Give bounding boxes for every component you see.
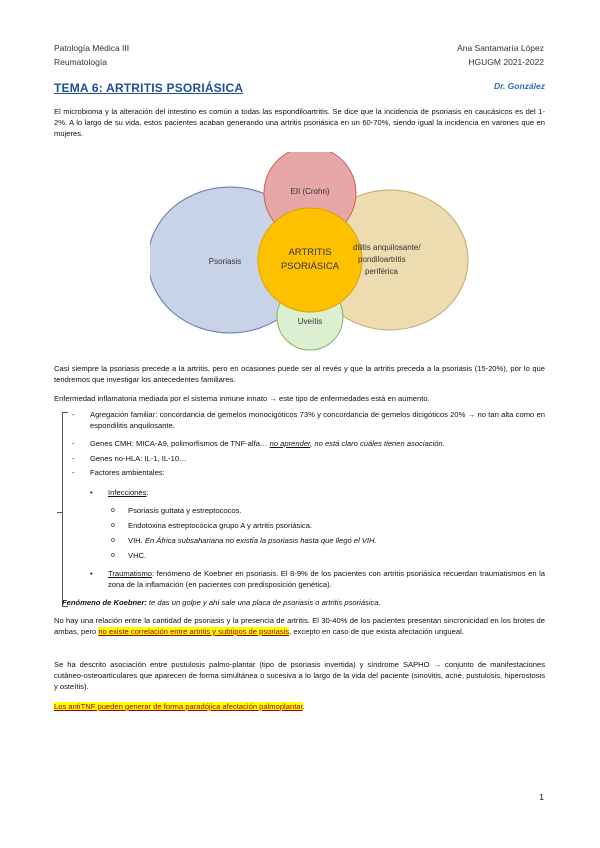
venn-spondylitis-label-2: pondiloartritis [358,255,406,264]
nohla-text: Genes no-HLA: IL-1, IL-10… [90,454,187,463]
venn-psoriasis-label: Psoriasis [208,257,242,266]
cmh-no-aprender: no aprender [269,439,311,448]
hospital-year: HGUGM 2021-2022 [468,57,544,67]
innate-immunity-paragraph: Enfermedad inflamatoria mediada por el sistema inmune innato → este tipo de enfermedades está en aumento. [54,394,430,403]
venn-center-circle [258,208,362,312]
venn-crohn-label: EII (Crohn) [290,187,330,196]
cmh-text: Genes CMH: MICA-A9, polimorfismos de TNF-alfa… [90,439,270,448]
venn-diagram [150,152,470,352]
specialty-name: Reumatología [54,57,107,67]
antitnf-paragraph: Los antiTNF pueden generar de forma paradójica afectación palmoplantar. [54,702,305,711]
venn-center-label-2: PSORIÁSICA [280,261,340,272]
header-right [457,41,544,69]
vih-note: En África subsahariana no existía la psoriasis hasta que llegó el VIH. [144,536,377,545]
antecedentes-paragraph: Casi siempre la psoriasis precede a la artritis, pero en ocasiones puede ser al revés y que la artritis preceda a la psoriasis (15-20%), por lo que tendremos que investigar los antecedentes familiares. [54,364,545,384]
venn-uveitis-label: Uveítis [297,317,323,326]
relacion-paragraph: No hay una relación entre la cantidad de psoriasis y la presencia de artritis. El 30-40% de los pacientes presentan sincronicidad en los brotes de ambas, pero no existe correlación entre artritis y subtipos de psoriasis, excepto en caso de que exista afectación ungueal. [54,616,545,636]
author-name: Ana Santamaría López [457,43,544,53]
header-left [54,41,129,69]
familiar-label: Agregación familiar [90,410,156,419]
list-bracket-tick [57,512,62,513]
koebner-text: te das un golpe y ahí sale una placa de psoriasis o artritis psoriásica. [146,598,381,607]
koebner-label: Fenómeno de Koebner: [62,598,147,607]
course-name: Patología Médica III [54,43,130,53]
traumatismo-text: : fenómeno de Koebner en psoriasis. El 8-9% de los pacientes con artritis psoriásica recuerdan traumatismos en la zona de la inflamación (en pacientes con predisposición genética). [108,569,545,589]
familiar-text: : concordancia de gemelos monocigóticos 73% y concordancia de gemelos dicigóticos 20% → no tan alta como en espondilitis anquilosante. [90,410,545,430]
page-number: 1 [539,792,544,802]
list-bracket [62,412,68,607]
infecciones-label: Infecciones [108,488,147,497]
intro-paragraph: El microbioma y la alteración del intestino es común a todas las espondiloartritis. Se dice que la incidencia de psoriasis en caucásicos es del 1-2%. A lo largo de su vida, estos pacientes acaban generando una artritis psoriásica en un 60-70%, siendo igual la incidencia en varones que en mujeres. [54,107,545,138]
venn-spondylitis-label-3: periférica [365,267,398,276]
ambientales-text: Factores ambientales: [90,468,165,477]
traumatismo-label: Traumatismo [108,569,153,578]
highlight-no-correlacion: no existe correlación entre artritis y subtipos de psoriasis [98,627,290,636]
highlight-antitnf: Los antiTNF pueden generar de forma paradójica afectación palmoplantar [54,702,303,711]
page-title: TEMA 6: ARTRITIS PSORIÁSICA [54,81,244,95]
venn-center-label-1: ARTRITIS [288,247,332,258]
pustulosis-paragraph: Se ha descrito asociación entre pustulosis palmo-plantar (tipo de psoriasis invertida) y síndrome SAPHO → conjunto de manifestaciones cutáneo-osteoarticulares que aparecen de forma simultánea o sucesiva a lo largo de la vida del paciente (sinovitis, acné, pustulosis, hiperostosis y osteítis). [54,660,545,691]
title-row [54,79,545,95]
venn-spondylitis-label-1: dilitis anquilosante/ [353,243,421,252]
lecturer-name: Dr. González [493,81,545,91]
cmh-italic: , no está claro cuáles tienen asociación. [310,439,445,448]
